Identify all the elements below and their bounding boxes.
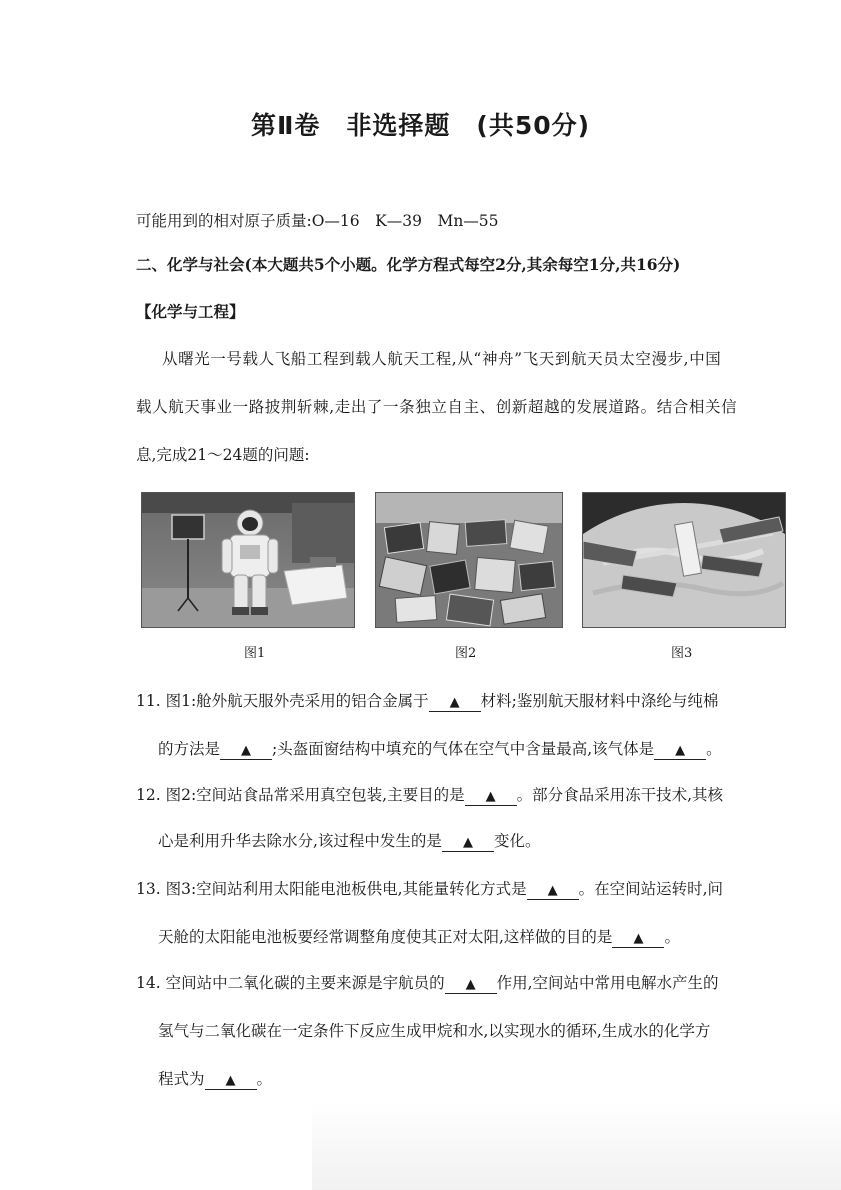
intro-line-3: 息,完成21～24题的问题: [136, 446, 310, 464]
triangle-icon: ▲ [465, 977, 476, 992]
answer-blank[interactable] [445, 975, 497, 994]
triangle-icon: ▲ [462, 835, 473, 850]
figure-1-caption: 图1 [244, 646, 266, 661]
triangle-icon: ▲ [675, 743, 686, 758]
atomic-mass-note: 可能用到的相对原子质量:O—16 K—39 Mn—55 [136, 212, 499, 230]
answer-blank[interactable] [429, 693, 481, 712]
scan-shadow [312, 1100, 841, 1190]
question-12-line-1: 12. 图2:空间站食品常采用真空包装,主要目的是 ▲ 。部分食品采用冻干技术,其核 [136, 786, 724, 804]
answer-blank[interactable] [654, 741, 706, 760]
triangle-icon: ▲ [547, 883, 558, 898]
answer-blank[interactable] [442, 833, 494, 852]
answer-blank[interactable] [465, 787, 517, 806]
figure-1-spacesuit-photo [141, 492, 355, 628]
question-12-line-2: 心是利用升华去除水分,该过程中发生的是 ▲ 变化。 [158, 832, 541, 850]
figure-2-caption: 图2 [455, 646, 477, 661]
intro-line-1: 从曙光一号载人飞船工程到载人航天工程,从“神舟”飞天到航天员太空漫步,中国 [162, 350, 722, 368]
answer-blank[interactable] [527, 881, 579, 900]
answer-blank[interactable] [205, 1071, 257, 1090]
question-14-line-2: 氢气与二氧化碳在一定条件下反应生成甲烷和水,以实现水的循环,生成水的化学方 [158, 1022, 711, 1040]
answer-blank[interactable] [612, 929, 664, 948]
question-11-line-1: 11. 图1:舱外航天服外壳采用的铝合金属于 ▲ 材料;鉴别航天服材料中涤纶与纯棉 [136, 692, 719, 710]
question-14-line-3: 程式为 ▲ 。 [158, 1070, 273, 1088]
triangle-icon: ▲ [633, 931, 644, 946]
figure-2-space-food-photo [375, 492, 563, 628]
intro-line-2: 载人航天事业一路披荆斩棘,走出了一条独立自主、创新超越的发展道路。结合相关信 [136, 398, 738, 416]
page-title: 第Ⅱ卷 非选择题 (共50分) [250, 111, 591, 140]
subsection-heading: 【化学与工程】 [136, 302, 245, 321]
question-14-line-1: 14. 空间站中二氧化碳的主要来源是宇航员的 ▲ 作用,空间站中常用电解水产生的 [136, 974, 719, 992]
section-heading: 二、化学与社会(本大题共5个小题。化学方程式每空2分,其余每空1分,共16分) [136, 255, 681, 274]
triangle-icon: ▲ [225, 1073, 236, 1088]
figure-3-space-station-photo [582, 492, 786, 628]
triangle-icon: ▲ [449, 695, 460, 710]
question-13-line-2: 天舱的太阳能电池板要经常调整角度使其正对太阳,这样做的目的是 ▲ 。 [158, 928, 680, 946]
question-13-line-1: 13. 图3:空间站利用太阳能电池板供电,其能量转化方式是 ▲ 。在空间站运转时,问 [136, 880, 724, 898]
question-11-line-2: 的方法是 ▲ ;头盔面窗结构中填充的气体在空气中含量最高,该气体是 ▲ 。 [158, 740, 722, 758]
figure-3-caption: 图3 [671, 646, 693, 661]
triangle-icon: ▲ [485, 789, 496, 804]
answer-blank[interactable] [220, 741, 272, 760]
triangle-icon: ▲ [241, 743, 252, 758]
